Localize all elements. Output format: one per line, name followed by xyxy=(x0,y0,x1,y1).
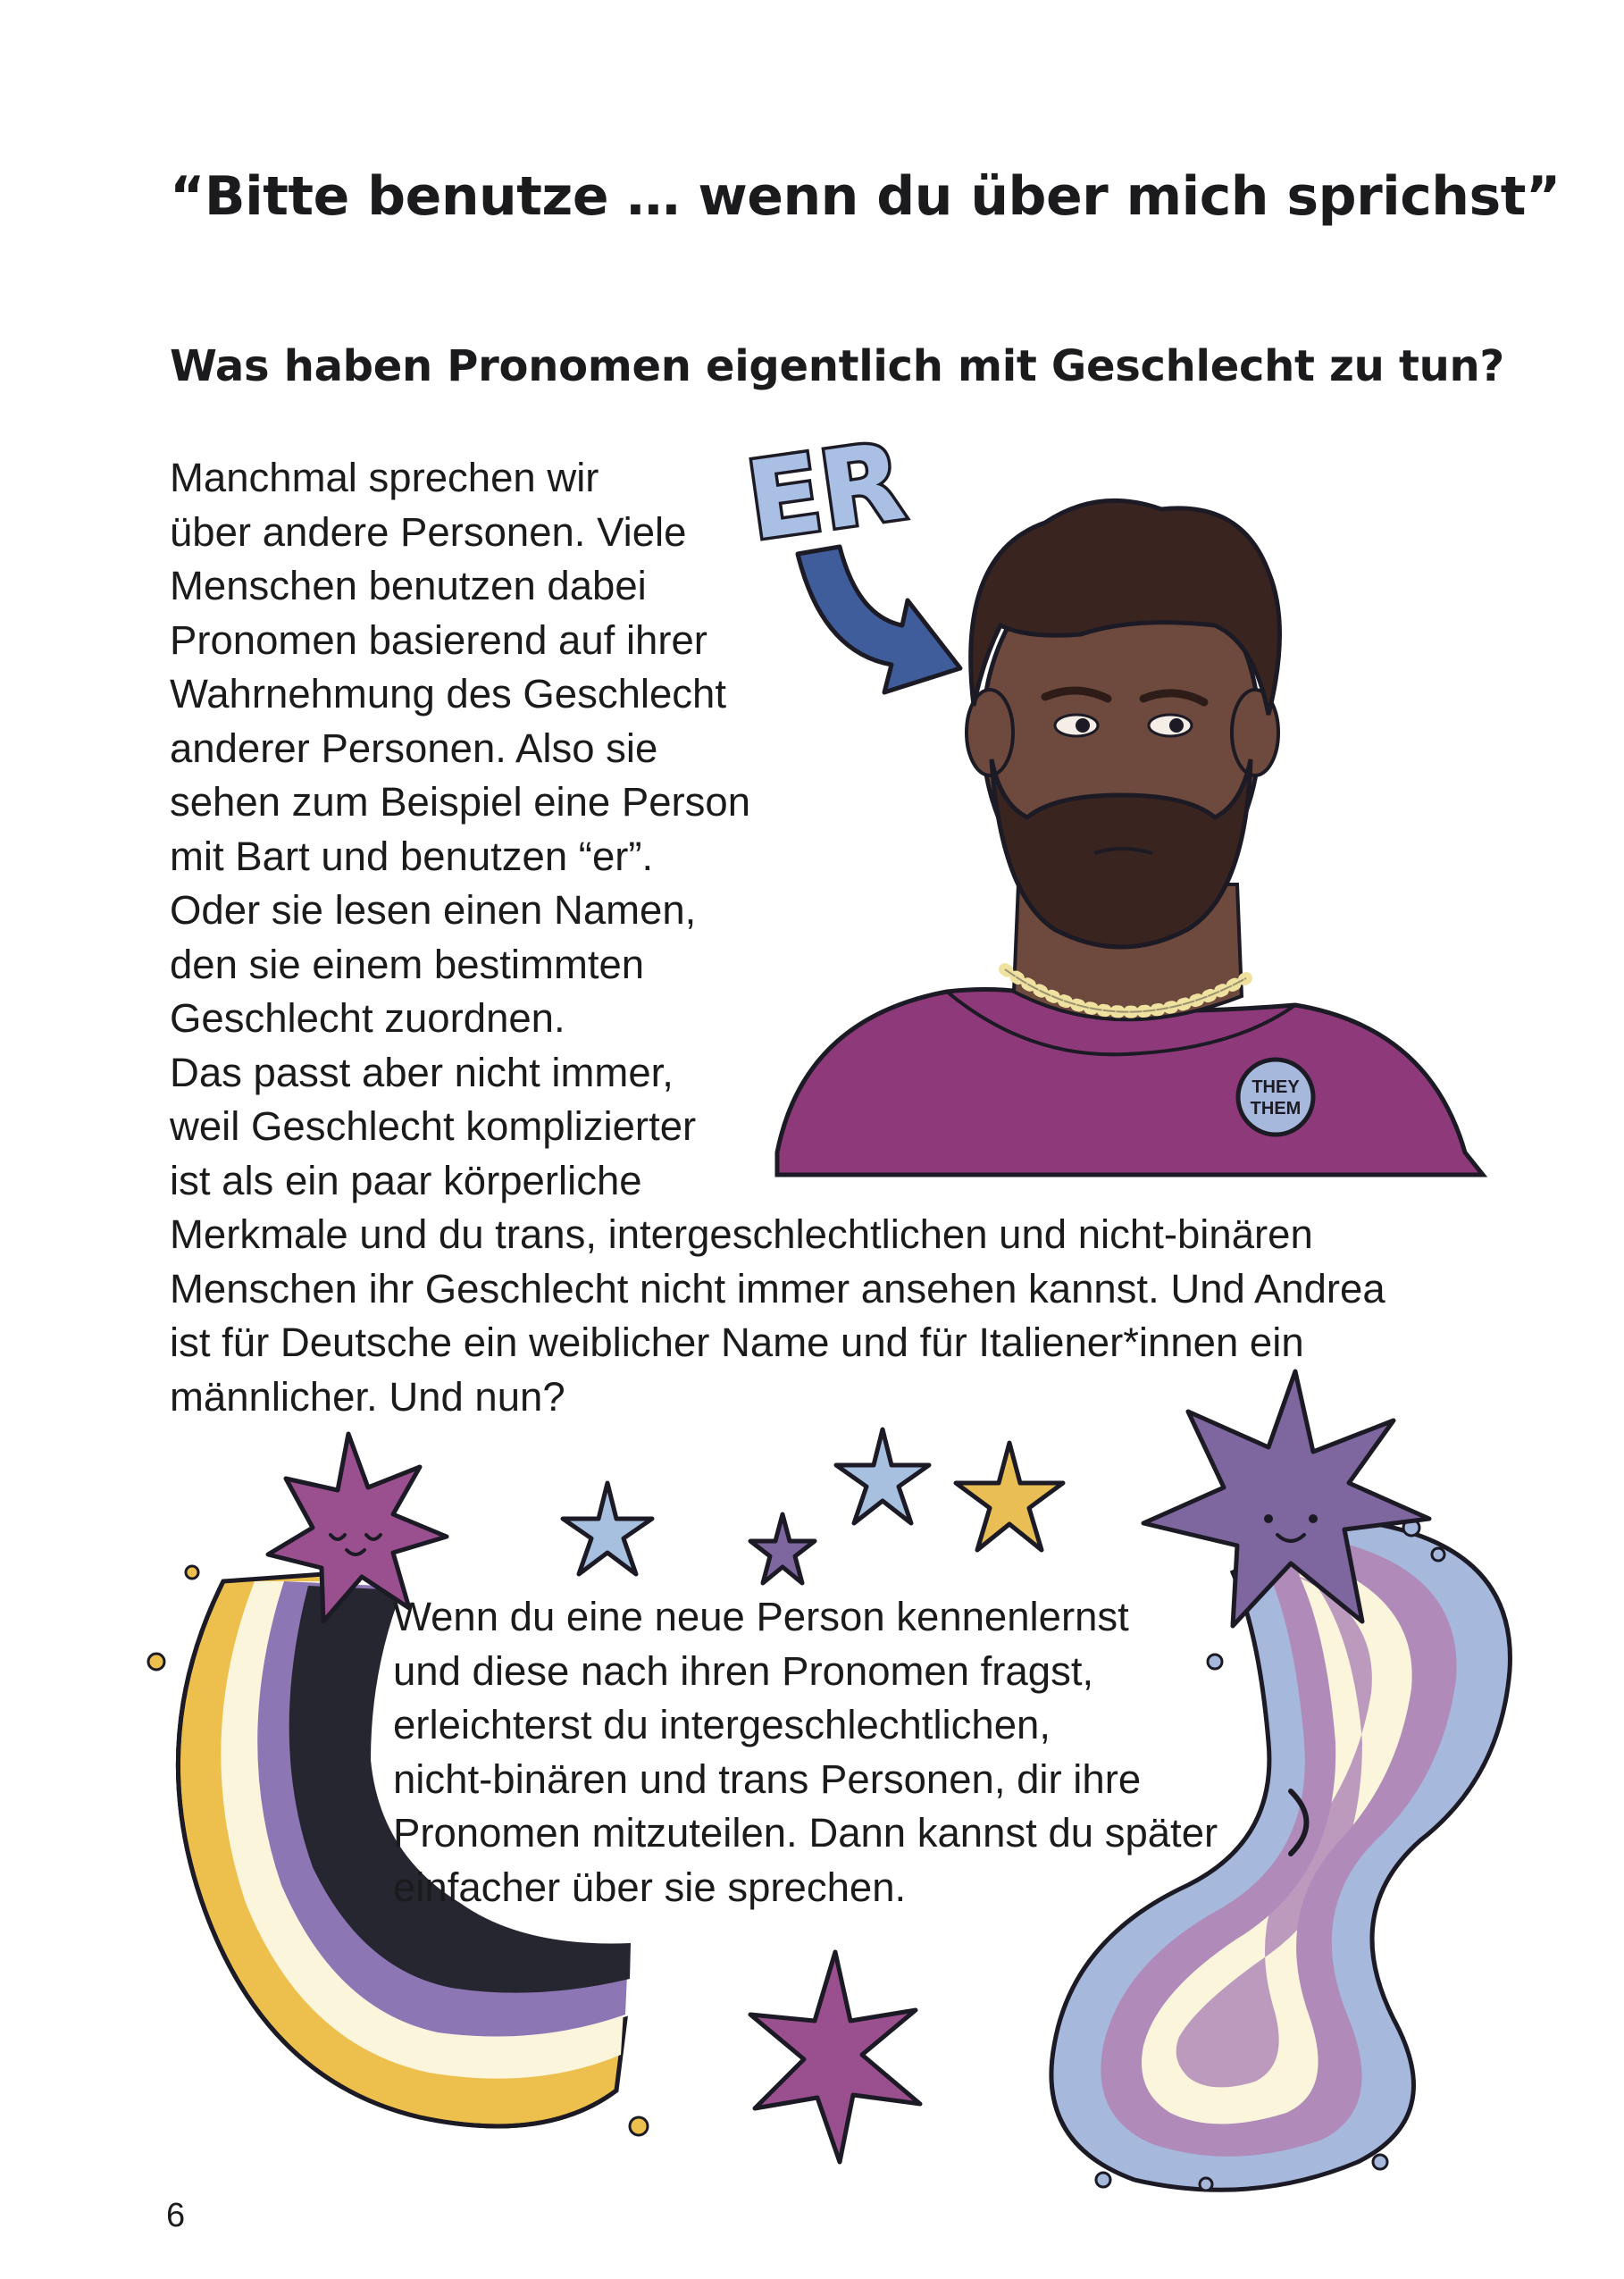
svg-text:ER: ER xyxy=(740,420,912,566)
intro-paragraph: Manchmal sprechen wir über andere Personen. Viele Menschen benutzen dabei Pronomen basierend auf ihrer Wahrnehmung des Geschlecht anderer Personen. Also sie sehen zum Beispiel eine Person mit Bart und benutzen “er”. Oder sie lesen einen Namen, den sie einem bestimmten Geschlecht zuordnen. Das passt aber nicht immer, weil Geschlecht komplizierter ist als ein paar körperliche Merkmale und du trans, intergeschlechtlichen und nicht-binären Menschen ihr Geschlecht nicht immer ansehen kannst. Und Andrea ist für Deutsche ein weiblicher Name und für Italiener*innen ein männlicher. Und nun? xyxy=(170,455,1385,1420)
star-icon xyxy=(750,1514,815,1583)
page-title: “Bitte benutze … wenn du über mich sprichst” xyxy=(170,165,1561,228)
star-icon xyxy=(750,1952,920,2162)
star-icon xyxy=(956,1443,1063,1550)
pronoun-tip-paragraph: Wenn du eine neue Person kennenlernst und diese nach ihren Pronomen fragst, erleichterst du intergeschlechtlichen, nicht-binären und trans Personen, dir ihre Pronomen mitzuteilen. Dann kannst du später einfacher über sie sprechen. xyxy=(393,1594,1218,1910)
star-icon xyxy=(836,1429,929,1523)
section-heading: Was haben Pronomen eigentlich mit Geschlecht zu tun? xyxy=(170,341,1504,391)
svg-text:THEM: THEM xyxy=(1250,1099,1302,1119)
svg-text:THEY: THEY xyxy=(1251,1077,1300,1097)
star-icon xyxy=(563,1483,652,1574)
page-number: 6 xyxy=(166,2197,186,2234)
